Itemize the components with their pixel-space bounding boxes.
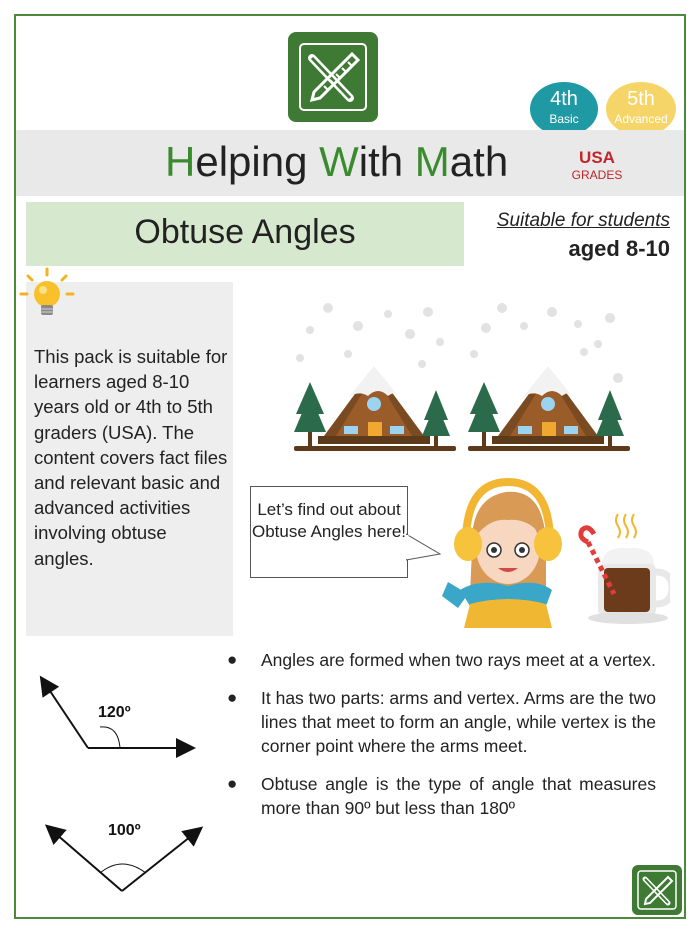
lightbulb-icon bbox=[18, 266, 76, 324]
girl-earmuffs-illustration bbox=[440, 478, 670, 628]
region-label bbox=[566, 148, 628, 182]
bullet-icon: ● bbox=[227, 650, 238, 669]
fact-text: Obtuse angle is the type of angle that measures more than 90º but less than 180º bbox=[261, 774, 656, 818]
grade-badge-basic bbox=[530, 82, 598, 136]
bullet-icon: ● bbox=[227, 774, 238, 793]
region-grades: GRADES bbox=[571, 168, 623, 182]
angle-examples bbox=[30, 665, 220, 905]
site-title: Helping With Math bbox=[165, 138, 509, 185]
grade-level: Basic bbox=[549, 112, 579, 126]
grade-number: 5th bbox=[627, 88, 655, 110]
angle-120-diagram bbox=[42, 679, 192, 748]
description-text: This pack is suitable for learners aged 8-10 years old or 4th to 5th graders (USA). The content covers fact files and relevant basic and advanced activities involving obtuse angles. bbox=[34, 346, 228, 569]
region-country: USA bbox=[579, 148, 615, 167]
speech-bubble: Let’s find out about Obtuse Angles here! bbox=[250, 486, 408, 578]
list-item bbox=[226, 648, 656, 672]
cabin-icon bbox=[318, 366, 430, 444]
winter-cabins-illustration bbox=[288, 298, 638, 458]
bullet-icon: ● bbox=[227, 688, 238, 707]
grade-number: 4th bbox=[550, 88, 578, 110]
pencil-ruler-logo-icon bbox=[288, 32, 378, 122]
angle-120-label: 120º bbox=[98, 704, 131, 721]
fact-text: Angles are formed when two rays meet at a vertex. bbox=[261, 650, 656, 670]
age-label: aged 8-10 bbox=[568, 236, 670, 261]
grade-level: Advanced bbox=[614, 112, 668, 126]
cabin-icon bbox=[492, 366, 604, 444]
angle-100-label: 100º bbox=[108, 822, 141, 839]
fact-text: It has two parts: arms and vertex. Arms are the two lines that meet to form an angle, while vertex is the corner point where the arms meet. bbox=[261, 688, 656, 756]
grade-badge-advanced bbox=[606, 82, 676, 136]
snowflake-icon bbox=[296, 303, 623, 383]
girl-earmuffs-icon bbox=[442, 482, 562, 628]
list-item bbox=[226, 772, 656, 820]
fact-list bbox=[226, 648, 656, 834]
suitable-label: Suitable for students bbox=[496, 210, 670, 231]
pencil-ruler-logo-icon bbox=[632, 865, 682, 915]
hot-cocoa-icon bbox=[581, 514, 670, 624]
angle-100-diagram bbox=[48, 822, 200, 891]
topic-title: Obtuse Angles bbox=[134, 213, 356, 251]
list-item bbox=[226, 686, 656, 758]
